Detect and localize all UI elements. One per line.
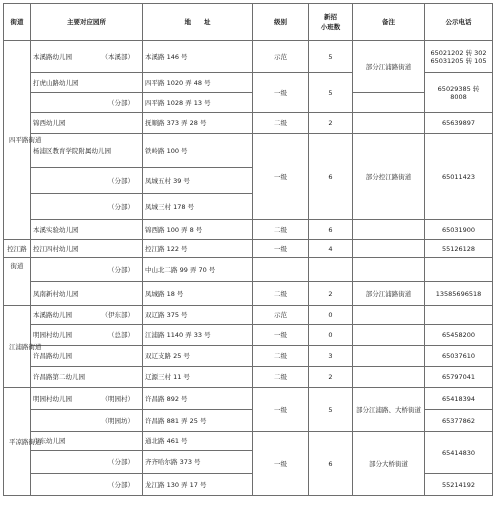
kindergarten-name: 明园村幼儿园 （总部） (31, 325, 143, 346)
kindergarten-name: （分部） (31, 168, 143, 194)
level: 示范 (253, 306, 309, 325)
new-classes: 4 (309, 240, 353, 258)
address: 龙江路 130 弄 17 号 (143, 474, 253, 496)
note (353, 93, 425, 113)
note (353, 220, 425, 240)
street-pingliang: 平凉路街道 (4, 388, 31, 496)
level: 二级 (253, 220, 309, 240)
kindergarten-name: （分部） (31, 93, 143, 113)
new-classes (309, 258, 353, 282)
kindergarten-name: 本溪路幼儿园 （伊东部） (31, 306, 143, 325)
phone: 65797041 (425, 367, 493, 388)
street-siping: 四平路街道 (4, 41, 31, 240)
street-jiedao: 街道 (4, 258, 31, 306)
table-row (4, 282, 493, 306)
kindergarten-name: （分部） (31, 258, 143, 282)
kindergarten-name: 打虎山路幼儿园 (31, 73, 143, 93)
kindergarten-name: 控江四村幼儿园 (31, 240, 143, 258)
phone: 65011423 (425, 134, 493, 220)
table-row (4, 258, 493, 282)
address: 许昌路 892 号 (143, 388, 253, 410)
note (353, 113, 425, 134)
kindergarten-name: 本溪实验幼儿园 (31, 220, 143, 240)
level: 二级 (253, 346, 309, 367)
phone: 65031900 (425, 220, 493, 240)
new-classes: 2 (309, 113, 353, 134)
table-row (4, 113, 493, 134)
header-new-classes: 新招 小班数 (309, 4, 353, 41)
level: 一级 (253, 325, 309, 346)
table-row (4, 240, 493, 258)
level: 一级 (253, 134, 309, 220)
address: 中山北二路 99 弄 70 号 (143, 258, 253, 282)
new-classes: 2 (309, 282, 353, 306)
level: 一级 (253, 240, 309, 258)
level: 一级 (253, 432, 309, 496)
address: 齐齐哈尔路 373 号 (143, 451, 253, 474)
note (353, 346, 425, 367)
address: 双辽支路 25 号 (143, 346, 253, 367)
table-row (4, 306, 493, 325)
kindergarten-name: （分部） (31, 451, 143, 474)
new-classes: 2 (309, 367, 353, 388)
new-classes: 6 (309, 432, 353, 496)
kindergarten-name: 凤南新村幼儿园 (31, 282, 143, 306)
note (353, 306, 425, 325)
kindergarten-name: 许昌路幼儿园 (31, 346, 143, 367)
phone (425, 306, 493, 325)
header-address: 地 址 (143, 4, 253, 41)
new-classes: 6 (309, 220, 353, 240)
address: 四平路 1028 弄 13 号 (143, 93, 253, 113)
new-classes: 5 (309, 388, 353, 432)
table-row (4, 432, 493, 451)
phone: 65639897 (425, 113, 493, 134)
new-classes: 5 (309, 41, 353, 73)
address: 江浦路 1140 弄 33 号 (143, 325, 253, 346)
phone: 65418394 (425, 388, 493, 410)
kindergarten-enrollment-table (3, 3, 493, 496)
note: 部分控江路街道 (353, 134, 425, 220)
phone: 65021202 转 302 65031205 转 105 (425, 41, 493, 73)
table-row (4, 220, 493, 240)
address: 四平路 1020 弄 48 号 (143, 73, 253, 93)
header-level: 级别 (253, 4, 309, 41)
table-header-row (4, 4, 493, 41)
phone: 65414830 (425, 432, 493, 474)
note: 部分江浦路街道 (353, 41, 425, 93)
address: 凤城三村 178 号 (143, 194, 253, 220)
kindergarten-name: （明园坊） (31, 410, 143, 432)
address: 通北路 461 号 (143, 432, 253, 451)
phone: 65458200 (425, 325, 493, 346)
address: 许昌路 881 弄 25 号 (143, 410, 253, 432)
new-classes: 0 (309, 325, 353, 346)
phone: 55214192 (425, 474, 493, 496)
level: 二级 (253, 367, 309, 388)
new-classes: 6 (309, 134, 353, 220)
kindergarten-name: （分部） (31, 194, 143, 220)
table-row (4, 93, 493, 113)
level: 示范 (253, 41, 309, 73)
address: 抚顺路 373 弄 28 号 (143, 113, 253, 134)
new-classes: 0 (309, 306, 353, 325)
note (353, 258, 425, 282)
phone (425, 258, 493, 282)
header-street: 街道 (4, 4, 31, 41)
address: 本溪路 146 号 (143, 41, 253, 73)
level: 二级 (253, 282, 309, 306)
phone: 65029385 转 8008 (425, 73, 493, 113)
phone: 55126128 (425, 240, 493, 258)
address: 双辽路 375 号 (143, 306, 253, 325)
address: 凤城五村 39 号 (143, 168, 253, 194)
note: 部分大桥街道 (353, 432, 425, 496)
header-note: 备注 (353, 4, 425, 41)
address: 控江路 122 号 (143, 240, 253, 258)
table-row (4, 134, 493, 168)
note: 部分江浦路街道 (353, 282, 425, 306)
kindergarten-name: （分部） (31, 474, 143, 496)
address: 辽源三村 11 号 (143, 367, 253, 388)
note (353, 367, 425, 388)
phone: 13585696518 (425, 282, 493, 306)
new-classes: 3 (309, 346, 353, 367)
table-row (4, 388, 493, 410)
kindergarten-name: 本溪路幼儿园 （本溪部） (31, 41, 143, 73)
kindergarten-name: 许昌路第二幼儿园 (31, 367, 143, 388)
note (353, 240, 425, 258)
note (353, 325, 425, 346)
level: 二级 (253, 113, 309, 134)
phone: 65037610 (425, 346, 493, 367)
street-jiangpu: 江浦路街道 (4, 306, 31, 388)
kindergarten-name: 杨浦区教育学院附属幼儿园 (31, 134, 143, 168)
table-row (4, 346, 493, 367)
kindergarten-name: 明园村幼儿园 （明园村） (31, 388, 143, 410)
phone: 65377862 (425, 410, 493, 432)
level: 一级 (253, 73, 309, 113)
address: 凤城路 18 号 (143, 282, 253, 306)
table-row (4, 325, 493, 346)
table-row (4, 41, 493, 73)
header-phone: 公示电话 (425, 4, 493, 41)
header-kindergarten: 主要对应园所 (31, 4, 143, 41)
kindergarten-name: 锦西幼儿园 (31, 113, 143, 134)
level: 一级 (253, 388, 309, 432)
address: 铁岭路 100 号 (143, 134, 253, 168)
new-classes: 5 (309, 73, 353, 113)
address: 锦西路 100 弄 8 号 (143, 220, 253, 240)
kindergarten-name: 市东幼儿园 (31, 432, 143, 451)
note: 部分江浦路、大桥街道 (353, 388, 425, 432)
street-kongjiang: 控江路 (4, 240, 31, 258)
level (253, 258, 309, 282)
table-row (4, 367, 493, 388)
